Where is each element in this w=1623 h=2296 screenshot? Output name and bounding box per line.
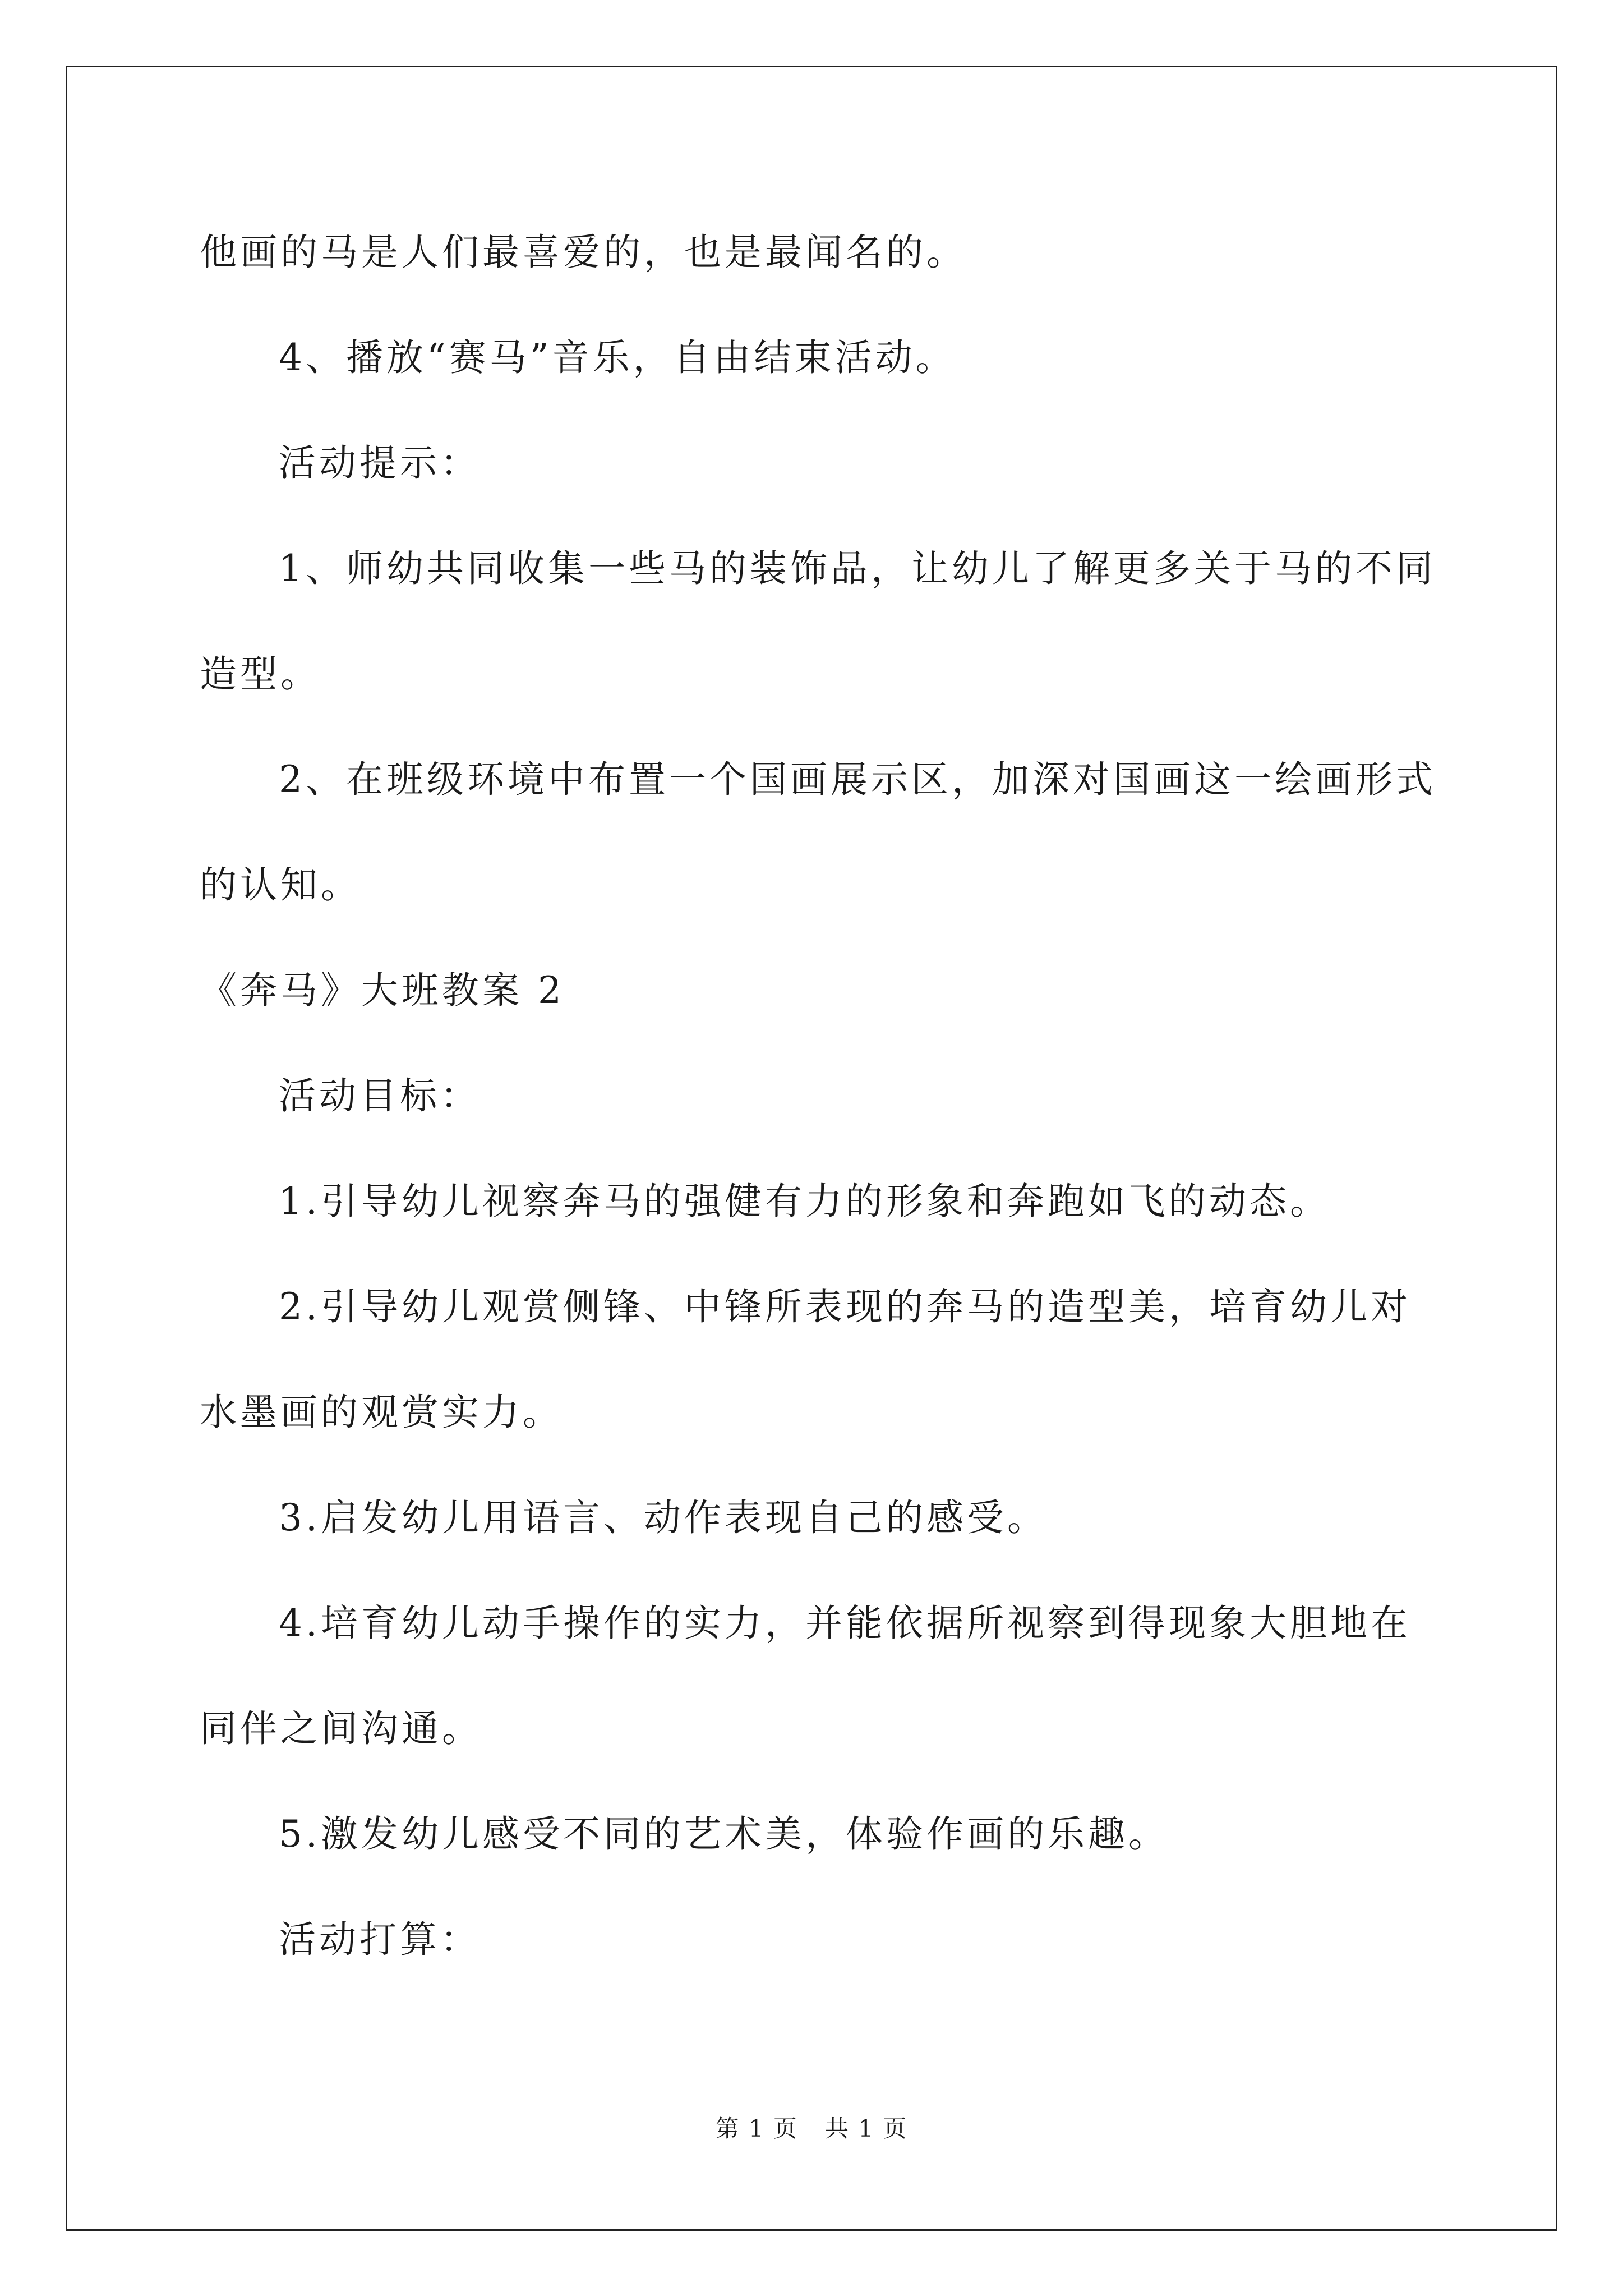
body-text-line: 5.激发幼儿感受不同的艺术美，体验作画的乐趣。 <box>279 1812 1169 1856</box>
body-text-line: 1.引导幼儿视察奔马的强健有力的形象和奔跑如飞的动态。 <box>279 1180 1330 1223</box>
section-label: 活动打算： <box>279 1918 481 1961</box>
section-label: 活动目标： <box>279 1074 481 1117</box>
body-text-line: 2.引导幼儿观赏侧锋、中锋所表现的奔马的造型美，培育幼儿对 <box>279 1285 1411 1328</box>
page-number: 第 1 页 <box>715 2115 798 2142</box>
body-text-line: 同伴之间沟通。 <box>200 1707 482 1750</box>
section-label: 活动提示： <box>279 441 481 485</box>
page-footer <box>0 2115 1623 2143</box>
page-total: 共 1 页 <box>825 2115 908 2142</box>
body-text-line: 水墨画的观赏实力。 <box>200 1391 563 1434</box>
body-text-line: 3.启发幼儿用语言、动作表现自己的感受。 <box>279 1496 1048 1539</box>
body-text-line: 造型。 <box>200 652 321 696</box>
section-heading: 《奔马》大班教案 2 <box>200 969 565 1012</box>
body-text-line: 的认知。 <box>200 863 361 907</box>
page-frame <box>66 66 1557 2231</box>
body-text-line: 4.培育幼儿动手操作的实力，并能依据所视察到得现象大胆地在 <box>279 1602 1411 1645</box>
body-text-line: 4、播放“赛马”音乐，自由结束活动。 <box>279 336 956 379</box>
body-text-line: 2、在班级环境中布置一个国画展示区，加深对国画这一绘画形式 <box>279 758 1436 801</box>
body-text-line: 他画的马是人们最喜爱的，也是最闻名的。 <box>200 231 967 274</box>
body-text-line: 1、师幼共同收集一些马的装饰品，让幼儿了解更多关于马的不同 <box>279 547 1436 590</box>
